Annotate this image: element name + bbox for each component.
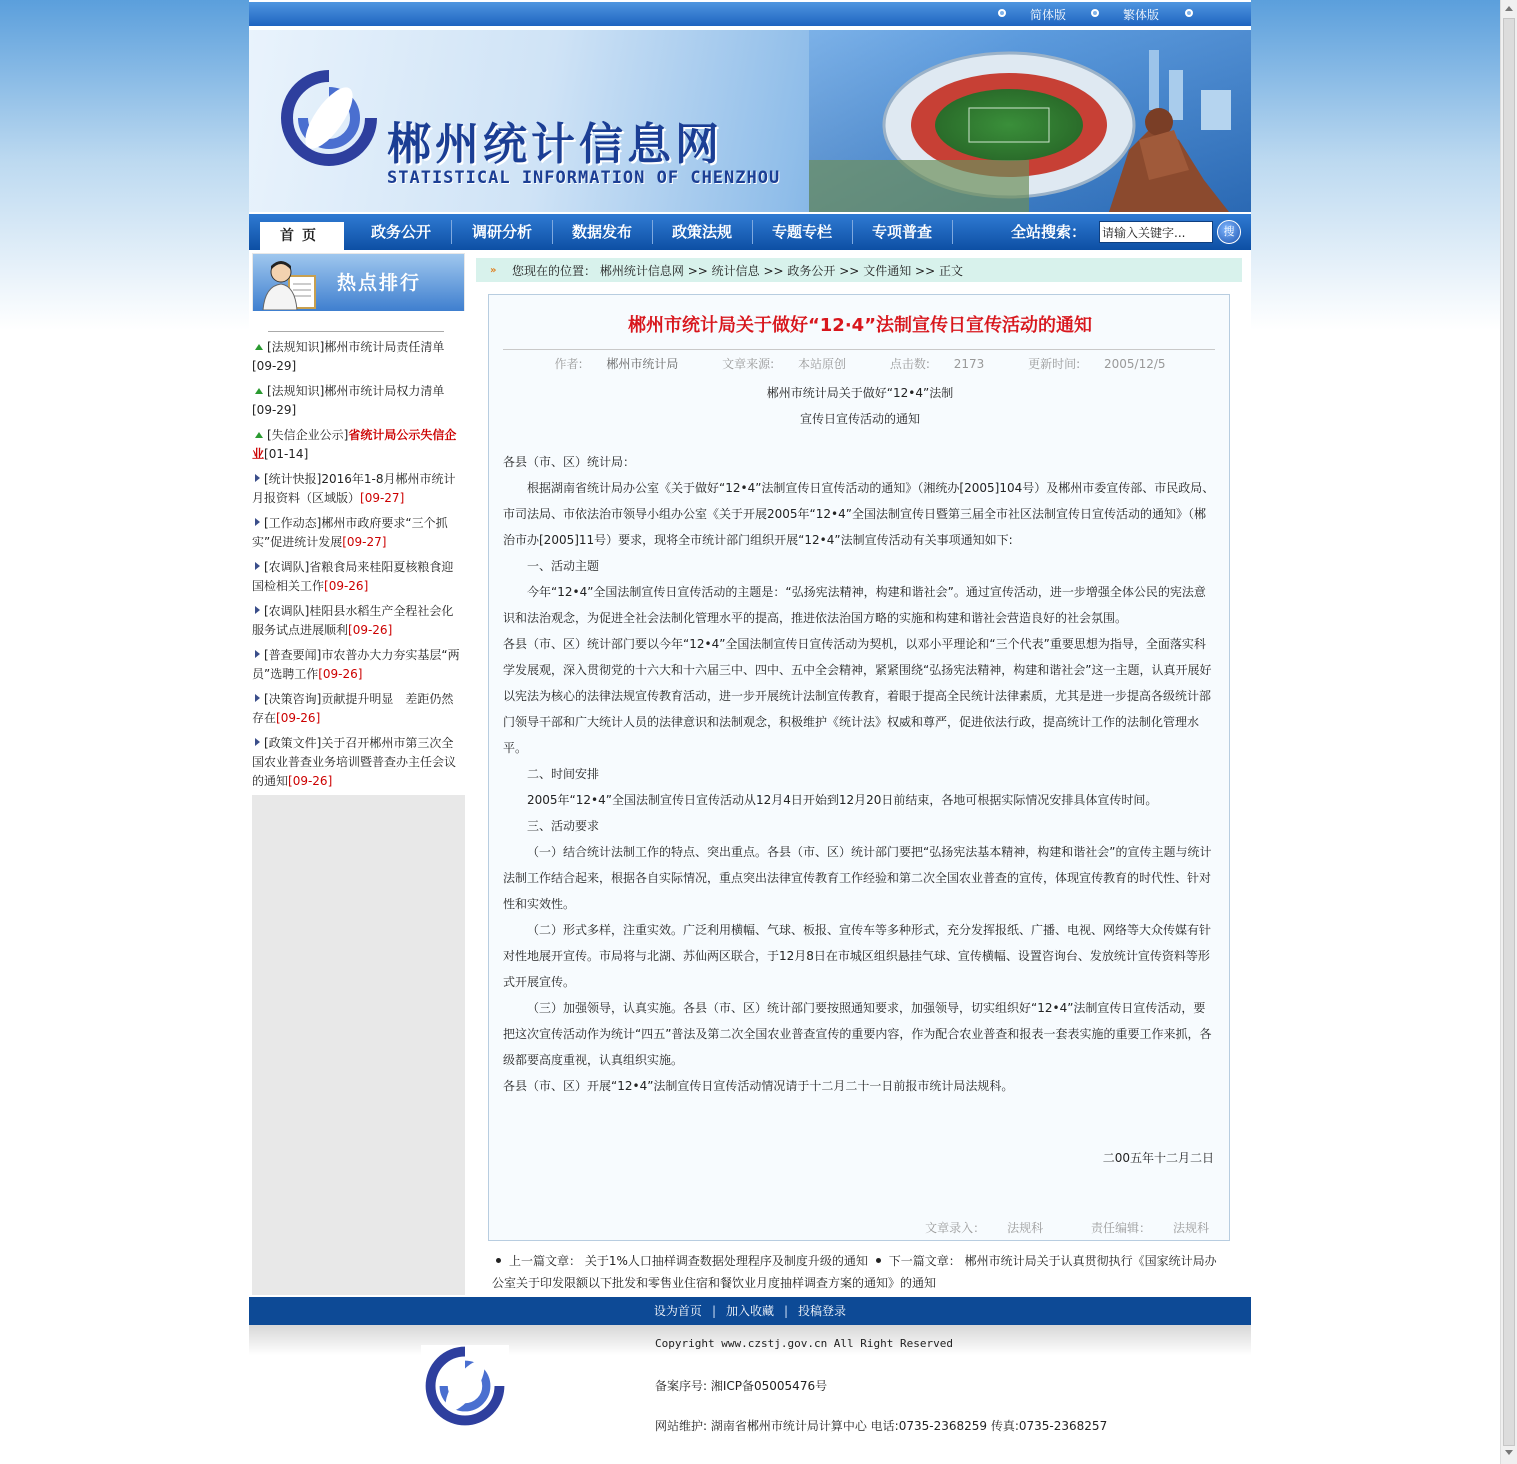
editor-value: 法规科 <box>1172 1221 1209 1235</box>
news-title[interactable]: [法规知识]郴州市统计局责任清单 <box>267 340 445 354</box>
source-field <box>712 357 856 371</box>
source-value: 本站原创 <box>798 357 847 371</box>
hot-ranking-header <box>253 254 464 311</box>
maintainer-text: 网站维护: 湖南省郴州市统计局计算中心 电话:0735-2368259 传真:0735-2368257 <box>655 1419 1108 1433</box>
footer-separator: | <box>784 1304 789 1318</box>
author-label: 作者: <box>554 357 583 371</box>
simplified-link[interactable]: 简体版 <box>1030 8 1067 22</box>
hot-ranking-list <box>252 311 465 795</box>
author-field <box>544 357 688 371</box>
prev-article-link[interactable]: 关于1%人口抽样调查数据处理程序及制度升级的通知 <box>584 1254 868 1268</box>
nav-item-home[interactable]: 首页 <box>260 222 344 250</box>
list-item[interactable] <box>252 558 463 596</box>
breadcrumb-current: 正文 <box>938 264 963 278</box>
news-date: [09-29] <box>252 359 297 373</box>
hits-label: 点击数: <box>889 357 930 371</box>
bullet-icon <box>876 1258 881 1263</box>
next-article-link[interactable]: 郴州市统计局关于认真贯彻执行《国家统计局办公室关于印发限额以下批发和零售业住宿和餐饮业月度抽样调查方案的通知》的通知 <box>492 1254 1217 1290</box>
site-banner <box>249 30 1251 212</box>
news-date: [09-26] <box>288 774 333 788</box>
paragraph: 三、活动要求 <box>527 819 600 833</box>
news-title[interactable]: [工作动态]郴州市政府要求“三个抓实”促进统计发展 <box>252 516 448 549</box>
divider <box>503 349 1215 350</box>
footer-separator: | <box>711 1304 716 1318</box>
article-date: 二00五年十二月二日 <box>1102 1151 1214 1165</box>
nav-item-research[interactable]: 调研分析 <box>471 223 532 241</box>
author-value: 郴州市统计局 <box>606 357 679 371</box>
scroll-up-icon[interactable] <box>1505 6 1513 11</box>
updated-value: 2005/12/5 <box>1104 357 1166 371</box>
arrow-up-icon <box>255 388 263 394</box>
top-bar <box>249 2 1251 26</box>
search-input[interactable] <box>1099 221 1213 243</box>
news-title[interactable]: 省统计局公示失信企业 <box>252 428 457 461</box>
footer-links <box>249 1297 1251 1325</box>
nav-item-census[interactable]: 专项普查 <box>871 223 932 241</box>
footer-logo-icon <box>421 1345 509 1427</box>
news-title[interactable]: [农调队]桂阳县水稻生产全程社会化服务试点进展顺利 <box>252 604 454 637</box>
news-date: [09-26] <box>348 623 393 637</box>
double-chevron-icon: » <box>490 265 497 276</box>
news-title[interactable]: [政策文件]关于召开郴州市第三次全国农业普查业务培训暨普查办主任会议的通知 <box>252 736 457 788</box>
updated-label: 更新时间: <box>1028 357 1081 371</box>
main-nav <box>249 214 1251 250</box>
bullet-icon <box>998 9 1006 17</box>
editor-label: 责任编辑： <box>1090 1221 1151 1235</box>
prev-label: 上一篇文章： <box>509 1254 582 1268</box>
paragraph: 各县（市、区）统计局： <box>503 455 636 469</box>
news-date: [09-26] <box>276 711 321 725</box>
news-title[interactable]: [法规知识]郴州市统计局权力清单 <box>267 384 445 398</box>
paragraph: （三）加强领导，认真实施。各县（市、区）统计部门要按照通知要求，加强领导，切实组织好“12•4”法制宣传日宣传活动，要把这次宣传活动作为统计“四五”普法及第二次全国农业普查宣传的重要内容，作为配合农业普查和报表一套表实施的重要工作来抓，各级都要高度重视，认真组织实施。 <box>503 1001 1212 1067</box>
updated-field <box>1018 357 1175 371</box>
breadcrumb-prefix: 您现在的位置： <box>512 264 597 278</box>
arrow-right-icon <box>255 474 260 482</box>
news-date: [09-29] <box>252 403 297 417</box>
list-item[interactable] <box>252 734 463 791</box>
list-item[interactable] <box>252 338 463 376</box>
breadcrumb-link[interactable]: 郴州统计信息网 <box>599 264 684 278</box>
stadium-image <box>809 30 1251 212</box>
news-date: [09-27] <box>360 491 405 505</box>
bullet-icon <box>496 1258 501 1263</box>
breadcrumb-link[interactable]: 统计信息 <box>711 264 760 278</box>
site-logo-icon <box>279 68 379 168</box>
user-avatar-icon <box>259 258 319 310</box>
arrow-right-icon <box>255 650 260 658</box>
next-label: 下一篇文章： <box>888 1254 961 1268</box>
list-item[interactable] <box>252 602 463 640</box>
article-meta <box>489 355 1231 372</box>
bullet-icon <box>1091 9 1099 17</box>
copyright-text: Copyright www.czstj.gov.cn All Right Reserved <box>655 1337 954 1350</box>
editor-field <box>1069 1221 1209 1235</box>
nav-item-topics[interactable]: 专题专栏 <box>771 223 832 241</box>
article-subtitle: 郴州市统计局关于做好“12•4”法制 <box>766 386 954 400</box>
submit-login-link[interactable]: 投稿登录 <box>798 1304 847 1318</box>
news-title[interactable]: [农调队]省粮食局来桂阳夏核粮食迎国检相关工作 <box>252 560 454 593</box>
breadcrumb-link[interactable]: 文件通知 <box>863 264 912 278</box>
paragraph: 一、活动主题 <box>527 559 600 573</box>
entry-value: 法规科 <box>1007 1221 1044 1235</box>
page <box>249 0 1251 1447</box>
breadcrumb-separator: >> <box>687 264 708 278</box>
list-item[interactable] <box>252 690 463 728</box>
list-item[interactable] <box>252 646 463 684</box>
article-title: 郴州市统计局关于做好“12·4”法制宣传日宣传活动的通知 <box>627 315 1093 336</box>
list-item[interactable] <box>252 470 463 508</box>
nav-divider <box>952 220 953 244</box>
news-date: [09-26] <box>324 579 369 593</box>
breadcrumb <box>476 258 1242 282</box>
list-item[interactable] <box>252 382 463 420</box>
arrow-right-icon <box>255 738 260 746</box>
breadcrumb-separator: >> <box>915 264 936 278</box>
paragraph: 今年“12•4”全国法制宣传日宣传活动的主题是：“弘扬宪法精神，构建和谐社会”。通过宣传活动，进一步增强全体公民的宪法意识和法治观念，为促进全社会法制化管理水平的提高，推进依法治国方略的实施和构建和谐社会营造良好的社会氛围。 <box>503 585 1206 625</box>
arrow-right-icon <box>255 518 260 526</box>
paragraph: 2005年“12•4”全国法制宣传日宣传活动从12月4日开始到12月20日前结束，各地可根据实际情况安排具体宣传时间。 <box>527 793 1158 807</box>
paragraph: 各县（市、区）开展“12•4”法制宣传日宣传活动情况请于十二月二十一日前报市统计局法规科。 <box>503 1079 1014 1093</box>
breadcrumb-separator: >> <box>763 264 784 278</box>
entry-field <box>903 1221 1043 1235</box>
news-title[interactable]: [普查要闻]市农普办大力夯实基层“两员”选聘工作 <box>252 648 460 681</box>
list-item[interactable] <box>252 514 463 552</box>
breadcrumb-link[interactable]: 政务公开 <box>787 264 836 278</box>
arrow-right-icon <box>255 562 260 570</box>
source-label: 文章来源: <box>722 357 775 371</box>
hot-ranking-title: 热点排行 <box>337 272 422 294</box>
prev-next-nav <box>492 1250 1223 1294</box>
news-date: [09-26] <box>318 667 363 681</box>
icp-text: 备案序号: 湘ICP备05005476号 <box>655 1379 828 1393</box>
set-homepage-link[interactable]: 设为首页 <box>653 1304 702 1318</box>
arrow-right-icon <box>255 694 260 702</box>
footer <box>249 1325 1251 1447</box>
nav-item-data[interactable]: 数据发布 <box>571 223 632 241</box>
news-category[interactable]: [失信企业公示] <box>267 428 349 442</box>
news-title[interactable]: [决策咨询]贡献提升明显 差距仍然存在 <box>252 692 454 725</box>
paragraph: （二）形式多样，注重实效。广泛利用横幅、气球、板报、宣传车等多种形式，充分发挥报纸、广播、电视、网络等大众传媒有针对性地展开宣传。市局将与北湖、苏仙两区联合，于12月8日在市城区组织悬挂气球、宣传横幅、设置咨询台、发放统计宣传资料等形式开展宣传。 <box>503 923 1212 989</box>
arrow-up-icon <box>255 344 263 350</box>
article-footer <box>881 1219 1209 1236</box>
search-button[interactable]: 搜 <box>1217 220 1241 244</box>
scroll-down-icon[interactable] <box>1505 1450 1513 1455</box>
hits-value: 2173 <box>953 357 985 371</box>
news-date: [01-14] <box>264 447 309 461</box>
vertical-scrollbar[interactable] <box>1500 0 1517 1464</box>
traditional-link[interactable]: 繁体版 <box>1123 8 1160 22</box>
article-subtitle: 宣传日宣传活动的通知 <box>799 412 920 426</box>
paragraph: （一）结合统计法制工作的特点、突出重点。各县（市、区）统计部门要把“弘扬宪法基本精神，构建和谐社会”的宣传主题与统计法制工作结合起来，根据各自实际情况，重点突出法律宣传教育工作经验和第二次全国农业普查的宣传，体现宣传教育的时代性、针对性和实效性。 <box>503 845 1212 911</box>
site-title-en: STATISTICAL INFORMATION OF CHENZHOU <box>387 168 781 188</box>
breadcrumb-separator: >> <box>839 264 860 278</box>
search-label: 全站搜索： <box>1011 223 1087 241</box>
paragraph: 根据湖南省统计局办公室《关于做好“12•4”法制宣传日宣传活动的通知》（湘统办[2005]104号）及郴州市委宣传部、市民政局、市司法局、市依法治市领导小组办公室《关于开展2005年“12•4”全国法制宣传日暨第三届全市社区法制宣传日宣传活动的通知》（郴治市办[2005]11号）要求，现将全市统计部门组织开展“12•4”法制宣传活动有关事项通知如下: <box>503 481 1215 547</box>
nav-item-policy[interactable]: 政策法规 <box>671 223 732 241</box>
paragraph: 各县（市、区）统计部门要以今年“12•4”全国法制宣传日宣传活动为契机，以邓小平理论和“三个代表”重要思想为指导，全面落实科学发展观，深入贯彻党的十六大和十六届三中、四中、五中全会精神，紧紧围绕“弘扬宪法精神，构建和谐社会”这一主题，认真开展好以宪法为核心的法律法规宣传教育活动，进一步开展统计法制宣传教育，着眼于提高全民统计法律素质，尤其是进一步提高各级统计部门领导干部和广大统计人员的法律意识和法制观念，积极维护《统计法》权威和尊严，促进依法行政，提高统计工作的法制化管理水平。 <box>503 637 1212 755</box>
site-title-cn: 郴州统计信息网 <box>387 119 723 170</box>
news-date: [09-27] <box>342 535 387 549</box>
entry-label: 文章录入： <box>925 1221 986 1235</box>
add-favorite-link[interactable]: 加入收藏 <box>725 1304 774 1318</box>
article-body <box>503 449 1215 1099</box>
bullet-icon <box>1185 9 1193 17</box>
nav-item-government[interactable]: 政务公开 <box>370 223 431 241</box>
scrollbar-thumb[interactable] <box>1503 18 1515 1446</box>
list-item[interactable] <box>252 426 463 464</box>
divider <box>268 331 444 332</box>
sidebar <box>252 253 465 1295</box>
article <box>488 294 1230 1241</box>
arrow-right-icon <box>255 606 260 614</box>
news-title[interactable]: [统计快报]2016年1-8月郴州市统计月报资料（区域版） <box>252 472 456 505</box>
breadcrumb-text <box>512 262 963 279</box>
hits-field <box>880 357 994 371</box>
paragraph: 二、时间安排 <box>527 767 600 781</box>
arrow-up-icon <box>255 432 263 438</box>
